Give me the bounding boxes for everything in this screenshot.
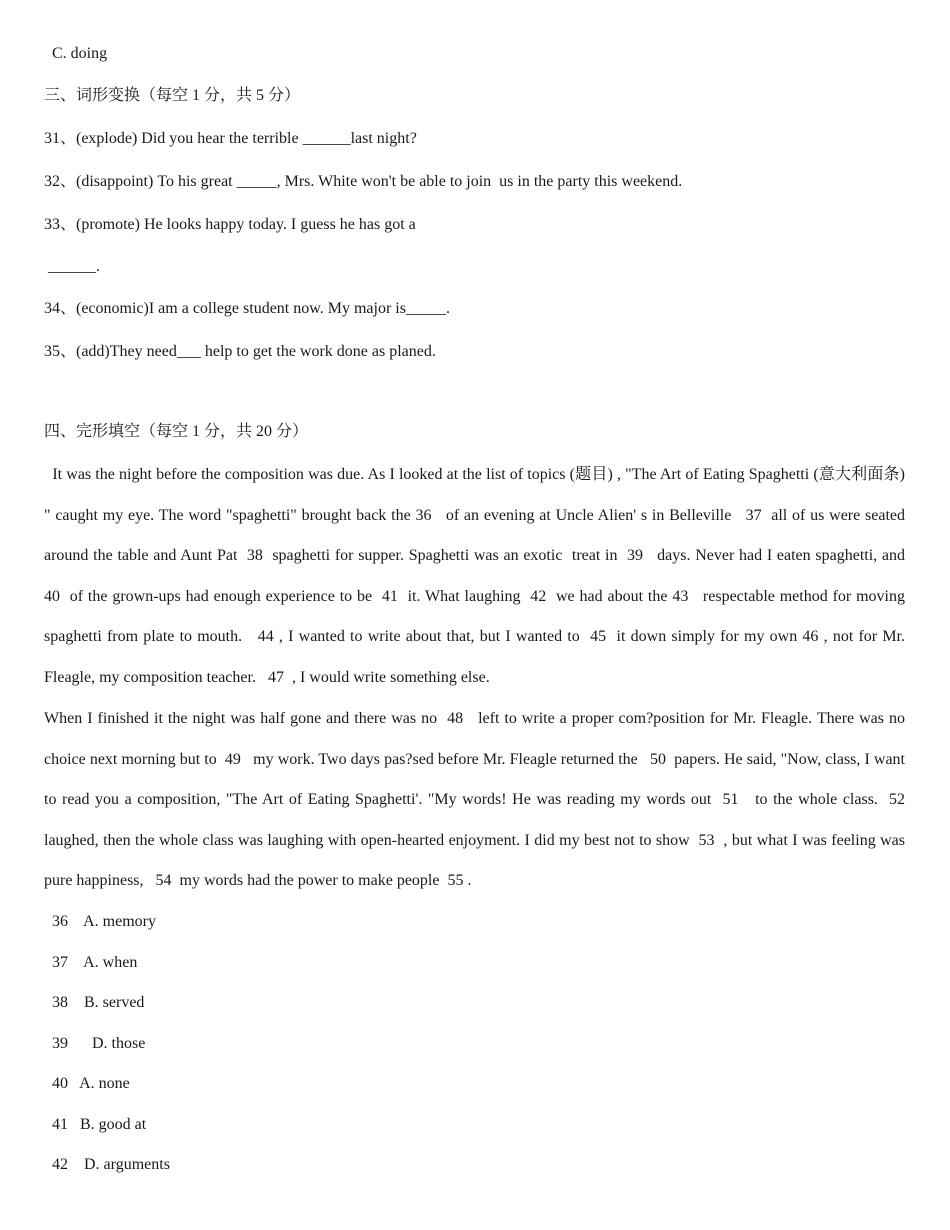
question-31: 31、(explode) Did you hear the terrible ______last night? <box>44 130 417 147</box>
question-32: 32、(disappoint) To his great _____, Mrs. White won't be able to join us in the party this weekend. <box>44 173 683 190</box>
option-40: 40 A. none <box>44 1075 130 1092</box>
cloze-paragraph-2: When I finished it the night was half gone and there was no 48 left to write a proper com?position for Mr. Fleagle. There was no choice next morning but to 49 my work. Two days pas?sed before Mr. Fleagle returned the 50 papers. He said, "Now, class, I want to read you a composition, "The Art of Eating Spaghetti'. "My words! He was reading my words out 51 to the whole class. 52 laughed, then the whole class was laughing with open-hearted enjoyment. I did my best not to show 53 , but what I was feeling was pure happiness, 54 my words had the power to make people 55 . <box>44 710 913 890</box>
option-39: 39 D. those <box>44 1035 146 1052</box>
option-37: 37 A. when <box>44 954 138 971</box>
question-35: 35、(add)They need___ help to get the work done as planed. <box>44 343 436 360</box>
question-34: 34、(economic)I am a college student now. My major is_____. <box>44 300 450 317</box>
option-38: 38 B. served <box>44 994 145 1011</box>
section3-heading: 三、词形变换（每空 1 分，共 5 分） <box>44 87 301 104</box>
section4-heading: 四、完形填空（每空 1 分，共 20 分） <box>44 423 309 440</box>
option-36: 36 A. memory <box>44 913 156 930</box>
option-41: 41 B. good at <box>44 1116 147 1133</box>
cloze-paragraph-1: It was the night before the composition was due. As I looked at the list of topics (题目) , "The Art of Eating Spaghetti (意大利面条) " caught my eye. The word "spaghetti" brought back the 36 of an evening at Uncle Alien' s in Belleville 37 all of us were seated around the table and Aunt Pat 38 spaghetti for supper. Spaghetti was an exotic treat in 39 days. Never had I eaten spaghetti, and 40 of the grown-ups had enough experience to be 41 it. What laughing 42 we had about the 43 respectable method for moving spaghetti from plate to mouth. 44 , I wanted to write about that, but I wanted to 45 it down simply for my own 46 , not for Mr. Fleagle, my composition teacher. 47 , I would write something else. <box>44 466 913 686</box>
question-33: 33、(promote) He looks happy today. I guess he has got a <box>44 216 416 233</box>
option-42: 42 D. arguments <box>44 1156 170 1173</box>
question-33-blank: ______. <box>44 258 100 275</box>
previous-option: C. doing <box>44 45 108 62</box>
